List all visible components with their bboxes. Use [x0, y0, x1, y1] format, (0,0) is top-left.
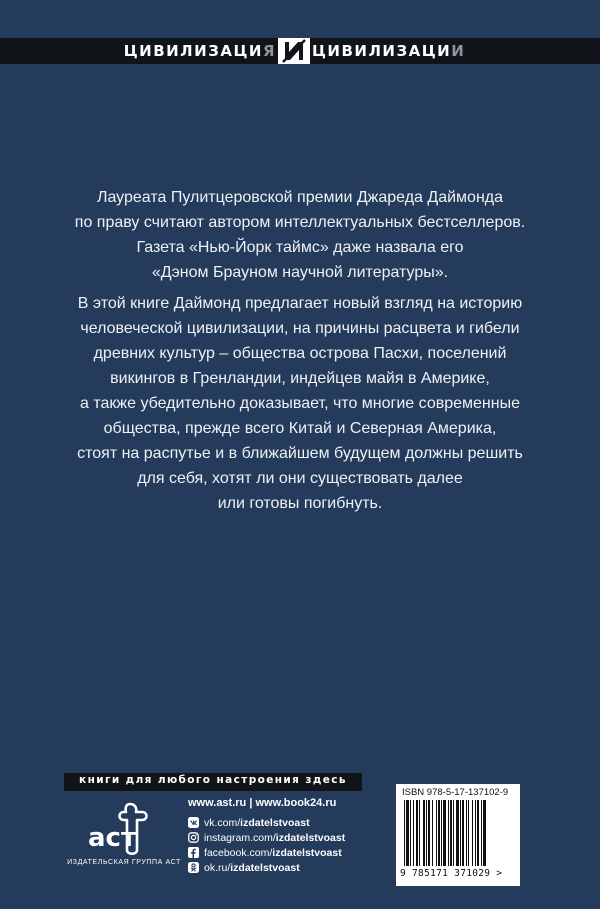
intro-line: по праву считают автором интеллектуальных бестселлеров. — [74, 214, 526, 231]
intro-paragraph — [40, 185, 560, 285]
description-line: общества, прежде всего Китай и Северная Америка, — [103, 420, 497, 437]
intro-line: Газета «Нью-Йорк таймс» даже назвала его — [136, 239, 464, 256]
social-domain: instagram.com/ — [204, 831, 276, 844]
series-banner — [0, 38, 600, 64]
social-domain: vk.com/ — [204, 816, 241, 829]
series-name-right: ЦИВИЛИЗАЦИИ — [312, 42, 466, 60]
series-logo-icon — [278, 38, 310, 64]
description-line: для себя, хотят ли они существовать далее — [137, 470, 463, 487]
social-link-facebook[interactable] — [188, 845, 345, 860]
publisher-logo-icon — [80, 800, 168, 856]
website-links[interactable]: www.ast.ru | www.book24.ru — [188, 797, 337, 809]
barcode-icon — [404, 800, 512, 868]
vk-icon — [188, 817, 199, 828]
description-line: В этой книге Даймонд предлагает новый взгляд на историю — [77, 295, 523, 312]
series-name-left: ЦИВИЛИЗАЦИЯ — [123, 42, 276, 60]
odnoklassniki-icon — [188, 862, 199, 873]
intro-line: «Дэном Брауном научной литературы». — [151, 264, 449, 281]
slogan-banner — [64, 773, 362, 791]
description-line: человеческой цивилизации, на причины расцвета и гибели — [80, 320, 520, 337]
social-domain: facebook.com/ — [204, 846, 273, 859]
instagram-icon — [188, 832, 199, 843]
social-link-odnoklassniki[interactable] — [188, 860, 345, 875]
intro-line: Лауреата Пулитцеровской премии Джареда Даймонда — [96, 189, 504, 206]
description-line: викингов в Гренландии, индейцев майя в Америке, — [110, 370, 490, 387]
svg-text:аст: аст — [88, 823, 137, 853]
barcode-area — [396, 784, 520, 886]
description-line: или готовы погибнуть. — [217, 495, 383, 512]
description-paragraph — [40, 291, 560, 516]
social-domain: ok.ru/ — [204, 861, 231, 874]
social-handle: izdatelstvoast — [230, 861, 300, 874]
social-link-vk[interactable] — [188, 815, 345, 830]
description-line: древних культур – общества острова Пасхи, поселений — [93, 345, 507, 362]
facebook-icon — [188, 847, 199, 858]
barcode-digits: 9 785171 371029 > — [400, 868, 503, 879]
social-links — [188, 815, 345, 875]
isbn-label: ISBN 978-5-17-137102-9 — [402, 787, 509, 798]
description-line: стоят на распутье и в ближайшем будущем должны решить — [77, 445, 523, 462]
social-link-instagram[interactable] — [188, 830, 345, 845]
publisher-name: ИЗДАТЕЛЬСКАЯ ГРУППА АСТ — [67, 859, 181, 866]
social-handle: izdatelstvoast — [275, 831, 346, 844]
description-line: а также убедительно доказывает, что многие современные — [80, 395, 520, 412]
slogan-text: книги для любого настроения здесь — [79, 774, 347, 786]
social-handle: izdatelstvoast — [272, 846, 342, 859]
social-handle: izdatelstvoast — [240, 816, 310, 829]
